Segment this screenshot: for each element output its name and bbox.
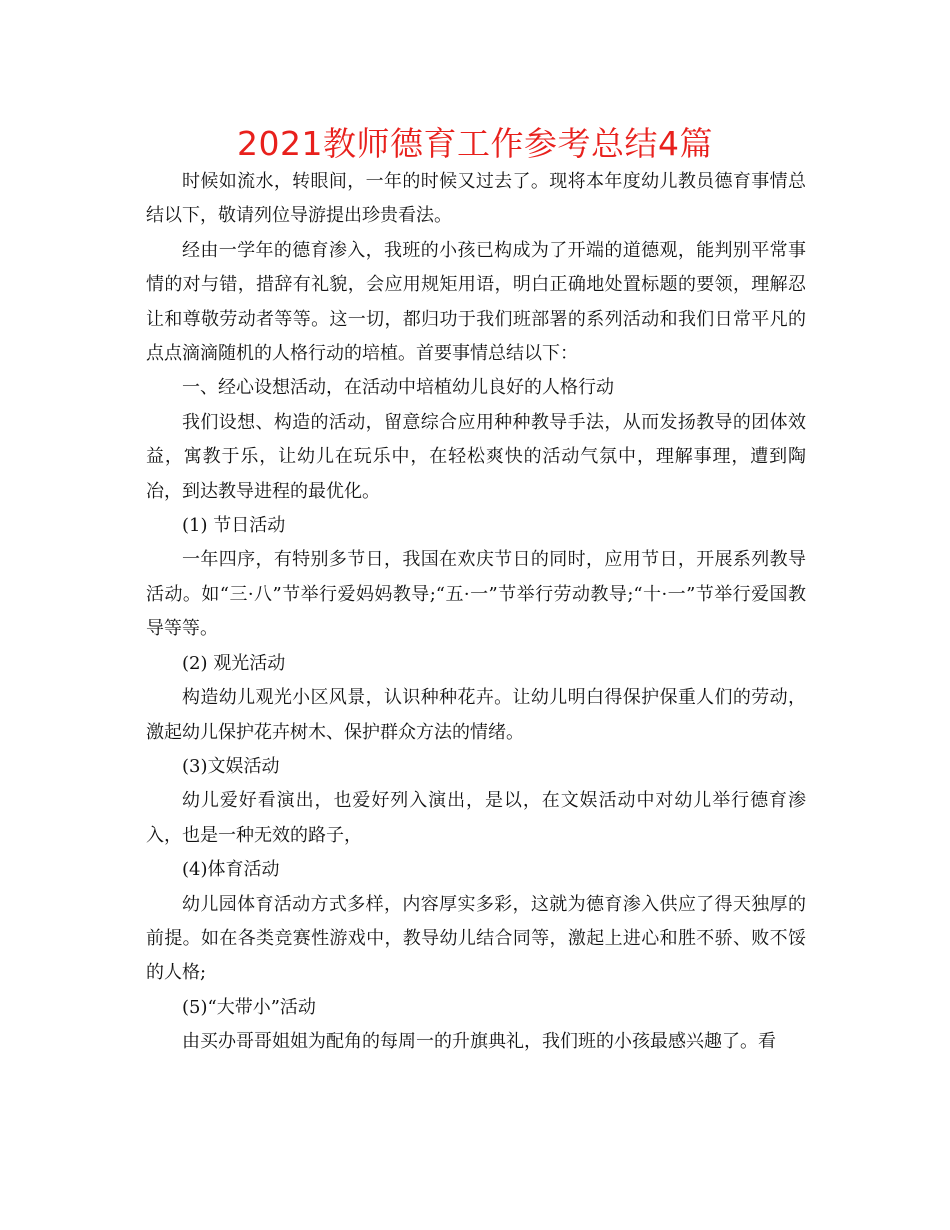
paragraph-entertainment: 幼儿爱好看演出，也爱好列入演出，是以，在文娱活动中对幼儿举行德育渗入，也是一种无效的路子， — [146, 790, 806, 846]
section-heading-1: 一、经心设想活动，在活动中培植幼儿良好的人格行动 — [182, 377, 614, 399]
document-body — [146, 165, 806, 1060]
paragraph-intro: 时候如流水，转眼间，一年的时候又过去了。现将本年度幼儿教员德育事情总结以下，敬请列位导游提出珍贵看法。 — [146, 171, 806, 227]
subheading-big-small: (5)“大带小”活动 — [182, 996, 316, 1018]
subheading-entertainment: (3)文娱活动 — [182, 755, 280, 777]
document-title: 2021教师德育工作参考总结4篇 — [237, 124, 713, 163]
subheading-visit: (2) 观光活动 — [182, 652, 286, 674]
paragraph-sports: 幼儿园体育活动方式多样，内容厚实多彩，这就为德育渗入供应了得天独厚的前提。如在各类竞赛性游戏中，教导幼儿结合同等，激起上进心和胜不骄、败不馁的人格; — [146, 893, 806, 984]
subheading-festival: (1) 节日活动 — [182, 515, 286, 537]
paragraph-big-small: 由买办哥哥姐姐为配角的每周一的升旗典礼，我们班的小孩最感兴趣了。看 — [182, 1031, 776, 1053]
paragraph-visit: 构造幼儿观光小区风景，认识种种花卉。让幼儿明白得保护保重人们的劳动，激起幼儿保护花卉树木、保护群众方法的情绪。 — [146, 687, 806, 743]
paragraph-festival: 一年四序，有特别多节日，我国在欢庆节日的同时，应用节日，开展系列教导活动。如“三·八”节举行爱妈妈教导;“五·一”节举行劳动教导;“十·一”节举行爱国教导等等。 — [146, 549, 806, 640]
subheading-sports: (4)体育活动 — [182, 859, 280, 881]
paragraph-section-1: 我们设想、构造的活动，留意综合应用种种教导手法，从而发扬教导的团体效益，寓教于乐，让幼儿在玩乐中，在轻松爽快的活动气氛中，理解事理，遭到陶冶，到达教导进程的最优化。 — [146, 411, 806, 502]
paragraph-summary: 经由一学年的德育渗入，我班的小孩已构成为了开端的道德观，能判别平常事情的对与错，措辞有礼貌，会应用规矩用语，明白正确地处置标题的要领，理解忍让和尊敬劳动者等等。这一切，都归功于我们班部署的系列活动和我们日常平凡的点点滴滴随机的人格行动的培植。首要事情总结以下： — [146, 239, 806, 365]
